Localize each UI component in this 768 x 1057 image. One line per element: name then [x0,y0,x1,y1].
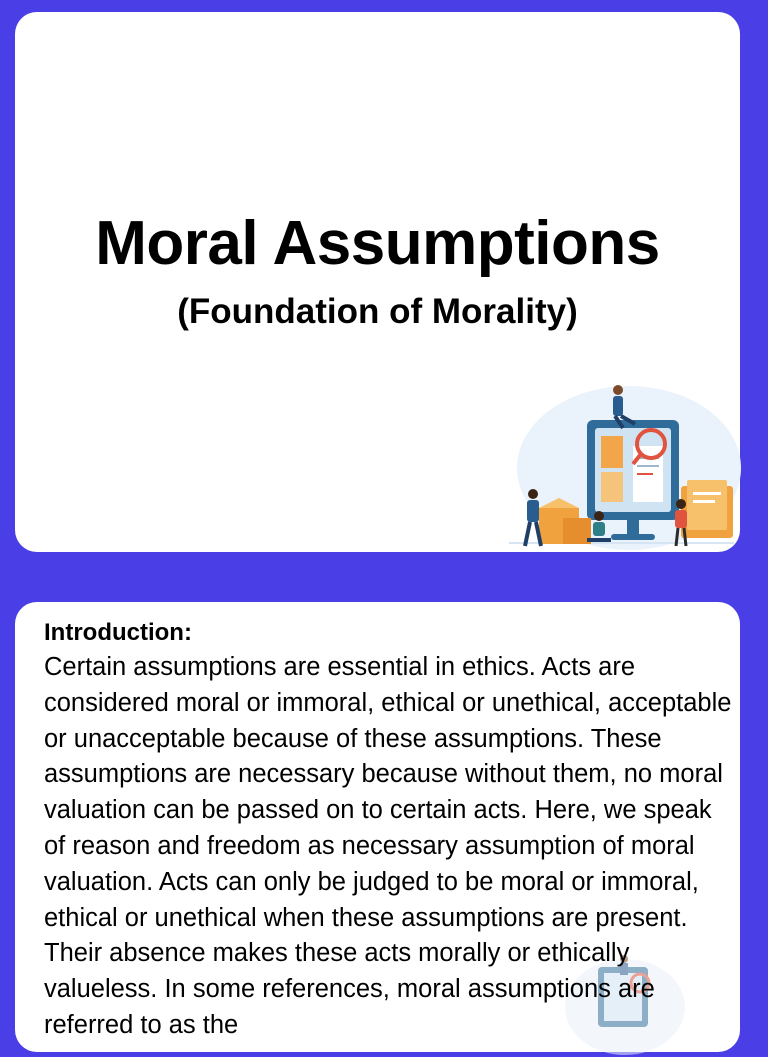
title-slide [15,12,740,552]
introduction-paragraph: Certain assumptions are essential in ethics. Acts are considered moral or immoral, ethical or unethical, acceptable or unacceptable because of these assumptions. These assumptions are necessary because without them, no moral valuation can be passed on to certain acts. Here, we speak of reason and freedom as necessary assumption of moral valuation. Acts can only be judged to be moral or immoral, ethical or unethical when these assumptions are present. Their absence makes these acts morally or ethically valueless. In some references, moral assumptions are referred to as the [44,653,732,1039]
slide-title: Moral Assumptions [95,209,660,278]
introduction-slide [15,602,740,1052]
section-heading: Introduction: [44,619,192,646]
slide-subtitle: (Foundation of Morality) [177,292,578,331]
people-with-computer-illustration [489,368,739,558]
